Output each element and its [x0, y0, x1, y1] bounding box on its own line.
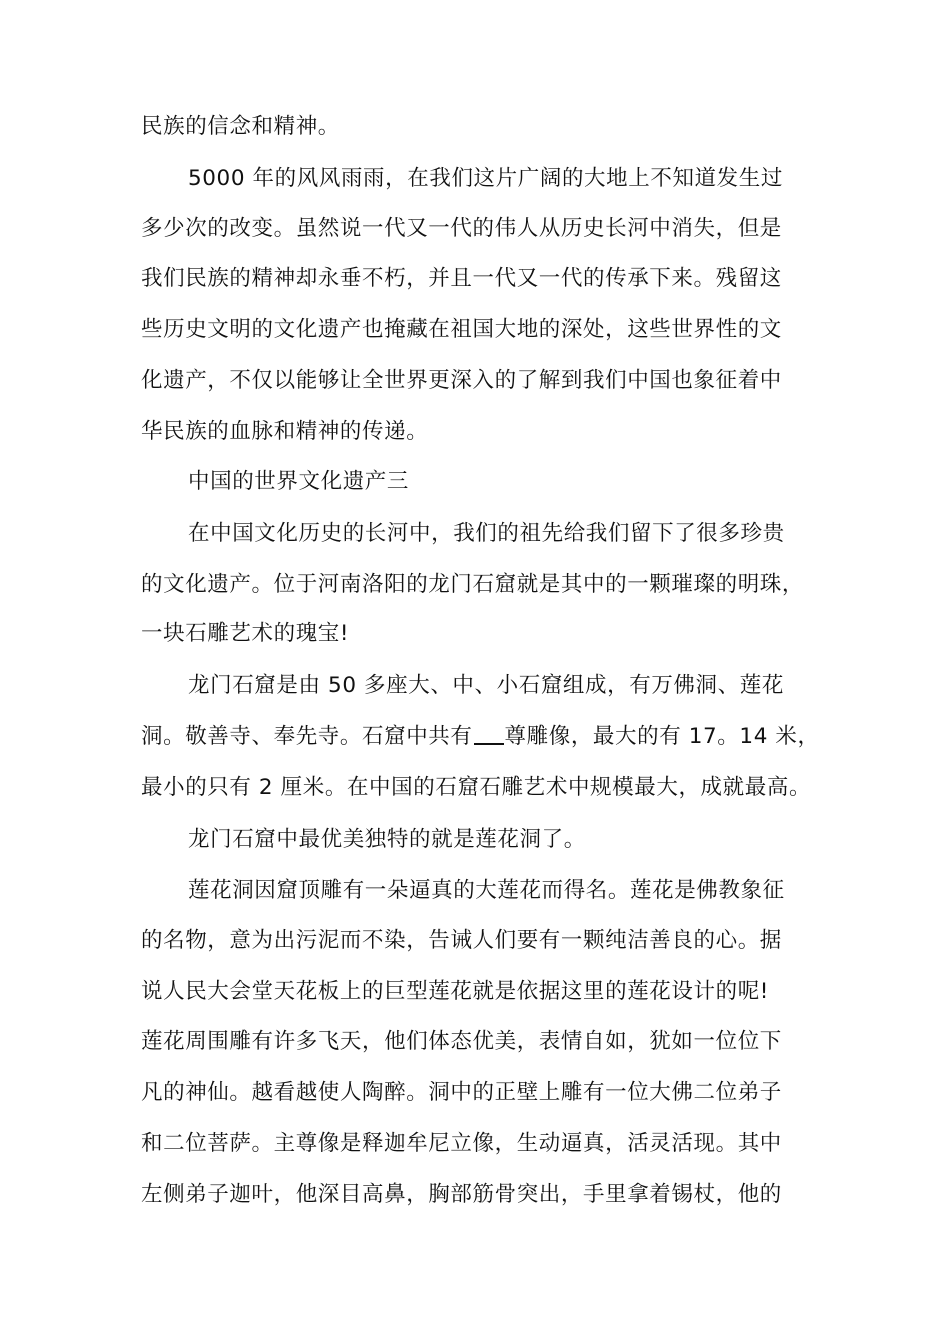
paragraph-first-line: 龙门石窟中最优美独特的就是莲花洞了。	[188, 827, 586, 852]
text-line: 最小的只有 2 厘米。在中国的石窟石雕艺术中规模最大，成就最高。	[141, 775, 812, 800]
text-line-with-blank	[141, 717, 820, 757]
text-line: 凡的神仙。越看越使人陶醉。洞中的正壁上雕有一位大佛二位弟子	[141, 1080, 782, 1105]
text-line: 民族的信念和精神。	[141, 114, 340, 139]
text-line: 多少次的改变。虽然说一代又一代的伟人从历史长河中消失，但是	[141, 216, 782, 241]
text-segment: 洞。敬善寺、奉先寺。石窟中共有	[141, 724, 473, 749]
text-line: 化遗产，不仅以能够让全世界更深入的了解到我们中国也象征着中	[141, 368, 782, 393]
text-line: 说人民大会堂天花板上的巨型莲花就是依据这里的莲花设计的呢!	[141, 979, 770, 1004]
text-line: 的名物，意为出污泥而不染，告诫人们要有一颗纯洁善良的心。据	[141, 928, 782, 953]
paragraph-first-line: 5000 年的风风雨雨，在我们这片广阔的大地上不知道发生过	[188, 166, 783, 191]
text-line: 莲花周围雕有许多飞天，他们体态优美，表情自如，犹如一位位下	[141, 1029, 782, 1054]
text-line: 一块石雕艺术的瑰宝!	[141, 621, 350, 646]
section-heading: 中国的世界文化遗产三	[188, 469, 410, 494]
text-line: 左侧弟子迦叶，他深目高鼻，胸部筋骨突出，手里拿着锡杖，他的	[141, 1182, 782, 1207]
paragraph-first-line: 龙门石窟是由 50 多座大、中、小石窟组成，有万佛洞、莲花	[188, 673, 784, 698]
text-line: 和二位菩萨。主尊像是释迦牟尼立像，生动逼真，活灵活现。其中	[141, 1131, 782, 1156]
text-segment: 尊雕像，最大的有 17。14 米，	[504, 724, 820, 749]
paragraph-first-line: 在中国文化历史的长河中，我们的祖先给我们留下了很多珍贵	[188, 521, 785, 546]
text-line: 华民族的血脉和精神的传递。	[141, 419, 429, 444]
text-line: 的文化遗产。位于河南洛阳的龙门石窟就是其中的一颗璀璨的明珠，	[141, 572, 805, 597]
text-line: 我们民族的精神却永垂不朽，并且一代又一代的传承下来。残留这	[141, 266, 782, 291]
fill-in-blank	[474, 721, 504, 745]
text-line: 些历史文明的文化遗产也掩藏在祖国大地的深处，这些世界性的文	[141, 317, 782, 342]
paragraph-first-line: 莲花洞因窟顶雕有一朵逼真的大莲花而得名。莲花是佛教象征	[188, 878, 785, 903]
